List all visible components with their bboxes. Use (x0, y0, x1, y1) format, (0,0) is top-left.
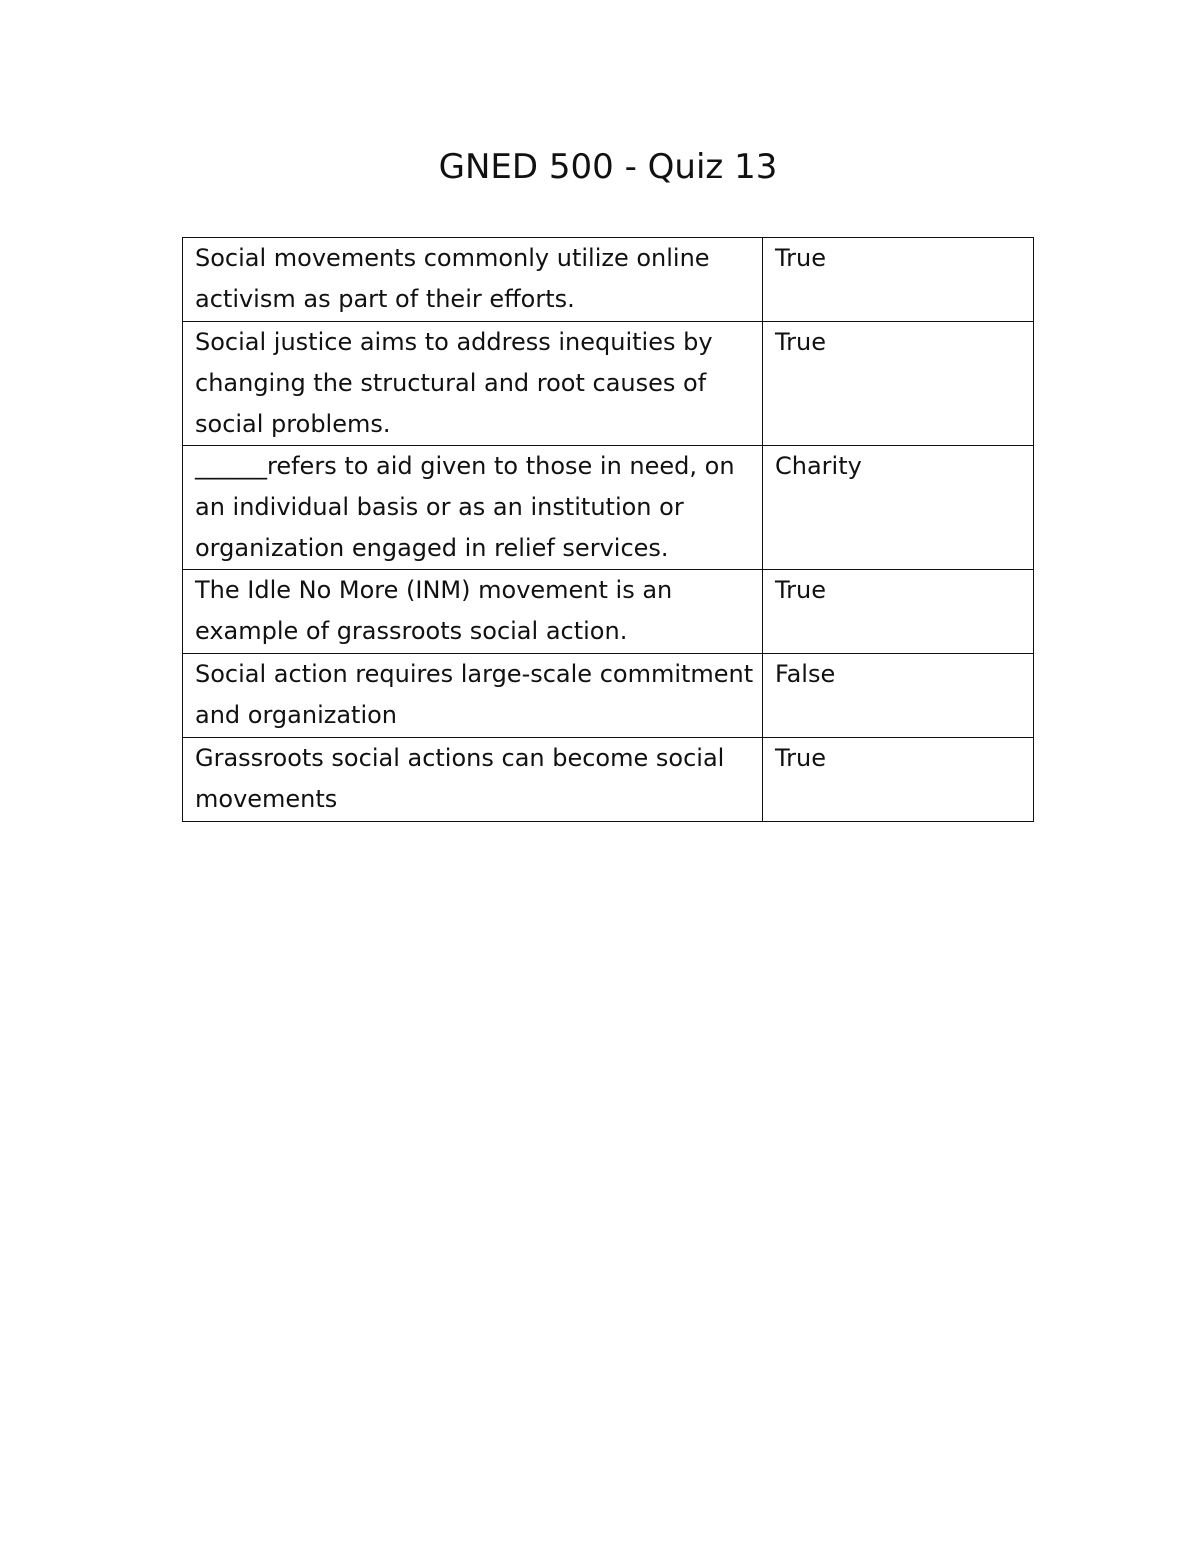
question-text: ______refers to aid given to those in need, on an individual basis or as an institution or organization engaged in relief services. (195, 452, 735, 562)
table-row (183, 446, 1034, 570)
answer-cell (763, 446, 1034, 570)
question-text: Social justice aims to address inequities by changing the structural and root causes of social problems. (195, 328, 713, 438)
question-cell (183, 322, 763, 446)
question-cell (183, 654, 763, 738)
question-text: Social movements commonly utilize online activism as part of their efforts. (195, 244, 710, 313)
answer-text: True (775, 576, 826, 604)
answer-text: True (775, 328, 826, 356)
answer-cell (763, 322, 1034, 446)
table-row (183, 738, 1034, 822)
answer-text: Charity (775, 452, 862, 480)
table-row (183, 238, 1034, 322)
page-title: GNED 500 - Quiz 13 (438, 147, 778, 187)
question-cell (183, 570, 763, 654)
quiz-table (182, 237, 1034, 822)
answer-text: True (775, 744, 826, 772)
question-cell (183, 738, 763, 822)
answer-cell (763, 738, 1034, 822)
table-row (183, 570, 1034, 654)
answer-cell (763, 654, 1034, 738)
answer-cell (763, 238, 1034, 322)
question-cell (183, 446, 763, 570)
question-text: Social action requires large-scale commitment and organization (195, 660, 754, 729)
question-cell (183, 238, 763, 322)
table-row (183, 322, 1034, 446)
question-text: Grassroots social actions can become social movements (195, 744, 725, 813)
answer-text: False (775, 660, 836, 688)
answer-cell (763, 570, 1034, 654)
answer-text: True (775, 244, 826, 272)
table-row (183, 654, 1034, 738)
question-text: The Idle No More (INM) movement is an example of grassroots social action. (195, 576, 673, 645)
